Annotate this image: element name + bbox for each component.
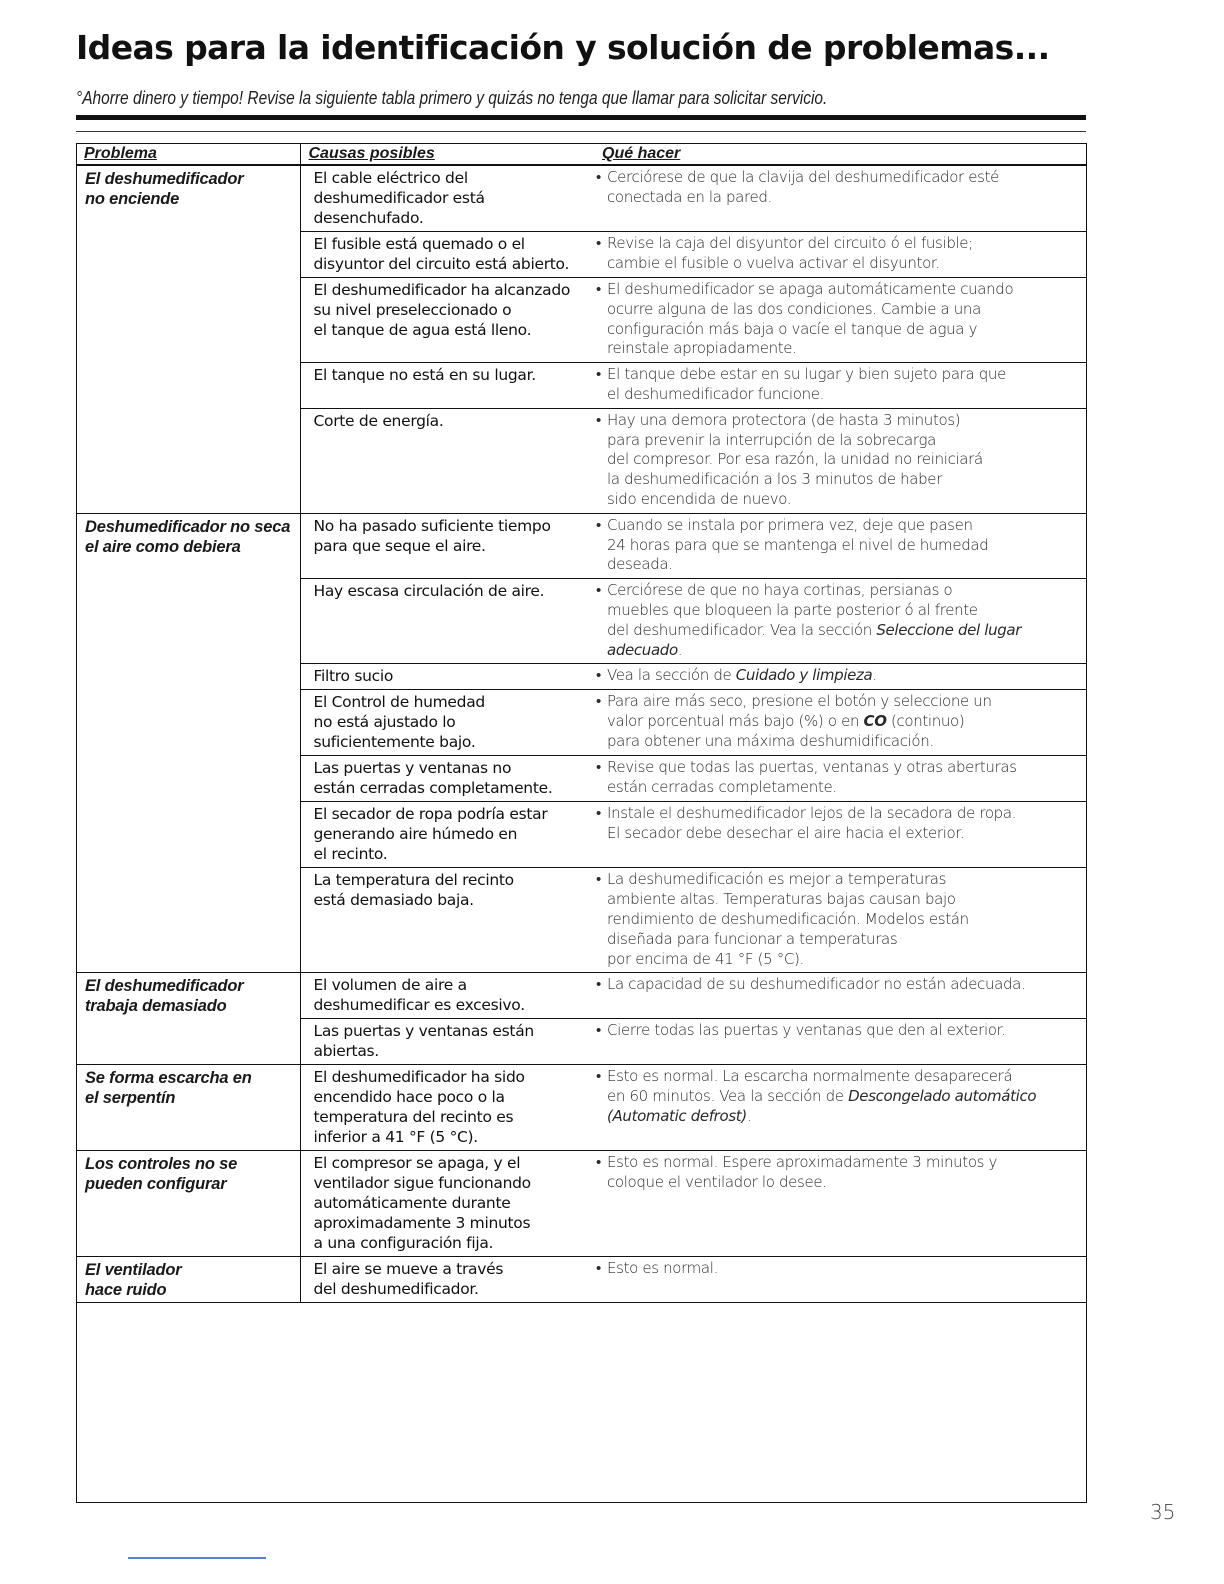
action-main: Revise la caja del disyuntor del circuito ó el fusible; cambie el fusible o vuelva activar el disyuntor. [607, 234, 973, 272]
table-row [76, 1151, 1087, 1257]
bullet-icon: • [596, 168, 601, 186]
problem-cell [76, 1257, 300, 1303]
table-row [76, 973, 1087, 1019]
header-rule-thin [76, 131, 1086, 132]
problem-cell [76, 973, 300, 1065]
section-reference: Seleccione del lugar adecuado [607, 620, 1022, 659]
cause-text: No ha pasado suficiente tiempo para que seque el aire. [313, 516, 551, 555]
cause-text: El fusible está quemado o el disyuntor del circuito está abierto. [313, 235, 570, 273]
action-cell [590, 756, 1087, 802]
action-text [590, 975, 1081, 995]
continuous-mode-code: CO [863, 712, 887, 731]
action-text [590, 365, 1081, 405]
cause-cell [300, 868, 590, 973]
action-cell [590, 664, 1087, 690]
action-text [590, 870, 1081, 969]
cause-text: Corte de energía. [313, 411, 444, 430]
cause-text: El compresor se apaga, y el ventilador sigue funcionando automáticamente durante aproximadamente 3 minutos a una configuración fija. [313, 1154, 531, 1253]
bullet-icon: • [596, 515, 601, 534]
action-main: Esto es normal. Espere aproximadamente 3 minutos y coloque el ventilador lo desee. [607, 1153, 998, 1192]
column-header-causes: Causas posibles [300, 143, 590, 165]
action-main: Esto es normal. La escarcha normalmente desaparecerá en 60 minutos. Vea la sección de [607, 1067, 1013, 1106]
action-text [590, 692, 1081, 751]
cause-cell [300, 278, 590, 363]
table-body [76, 165, 1087, 1303]
action-cell [590, 1019, 1087, 1065]
action-main: Cuando se instala por primera vez, deje que pasen 24 horas para que se mantenga el nivel de humedad deseada. [607, 515, 989, 574]
action-text [590, 280, 1081, 359]
bullet-icon: • [596, 1259, 601, 1278]
action-main: Cierre todas las puertas y ventanas que den al exterior. [607, 1021, 1006, 1040]
bullet-icon: • [596, 870, 601, 889]
problem-cell [76, 513, 300, 973]
action-text [590, 411, 1081, 510]
action-cell [590, 1065, 1087, 1151]
action-text [590, 1153, 1081, 1193]
action-cell [590, 513, 1087, 578]
table-row [76, 1065, 1087, 1151]
action-main: Cerciórese de que no haya cortinas, persianas o muebles que bloqueen la parte posterior ó al frente del deshumedificador. Vea la sección [607, 581, 978, 639]
cause-cell [300, 1019, 590, 1065]
table-row [76, 513, 1087, 578]
bullet-icon: • [596, 234, 601, 252]
cause-text: El secador de ropa podría estar generando aire húmedo en el recinto. [313, 805, 548, 864]
action-end: . [872, 666, 877, 685]
action-main: Cerciórese de que la clavija del deshumedificador esté conectada en la pared. [607, 168, 1000, 206]
cause-text: El deshumedificador ha sido encendido hace poco o la temperatura del recinto es inferior a 41 °F (5 °C). [313, 1068, 525, 1147]
bullet-icon: • [596, 365, 601, 384]
cause-cell [300, 802, 590, 868]
cause-text: Las puertas y ventanas están abiertas. [313, 1022, 534, 1061]
action-cell [590, 408, 1087, 513]
cause-cell [300, 1065, 590, 1151]
action-cell [590, 802, 1087, 868]
cause-text: Hay escasa circulación de aire. [313, 582, 545, 601]
action-cell [590, 690, 1087, 756]
action-cell [590, 363, 1087, 409]
header-rule-thick [76, 115, 1086, 120]
action-text [590, 516, 1081, 575]
action-main: La deshumedificación es mejor a temperaturas ambiente altas. Temperaturas bajas causan bajo rendimiento de deshumedificación. Modelos están diseñada para funcionar a temperaturas por encima de 41 °F (5 °C). [607, 870, 969, 968]
action-text [590, 1259, 1081, 1279]
action-text [590, 666, 1081, 686]
problem-label: El deshumedificador trabaja demasiado [85, 977, 244, 1016]
action-cell [590, 868, 1087, 973]
cause-text: El Control de humedad no está ajustado lo suficientemente bajo. [313, 693, 485, 752]
action-text [590, 234, 1081, 274]
bullet-icon: • [596, 758, 601, 777]
action-cell [590, 232, 1087, 278]
cause-text: El tanque no está en su lugar. [313, 366, 536, 385]
bullet-icon: • [596, 804, 601, 823]
bullet-icon: • [596, 280, 601, 298]
cause-cell [300, 579, 590, 664]
bullet-icon: • [596, 1021, 601, 1040]
action-text [590, 804, 1081, 844]
table-row [76, 1257, 1087, 1303]
cause-cell [300, 408, 590, 513]
action-main: Hay una demora protectora (de hasta 3 minutos) para prevenir la interrupción de la sobrecarga del compresor. Por esa razón, la unidad no reiniciará la deshumedificación a los 3 minutos de haber sido encendida de nuevo. [607, 410, 983, 508]
section-reference: Cuidado y limpieza [735, 666, 873, 685]
cause-cell [300, 690, 590, 756]
action-main: Instale el deshumedificador lejos de la secadora de ropa. El secador debe desechar el aire hacia el exterior. [607, 804, 1017, 843]
action-text [590, 1021, 1081, 1041]
action-main: El tanque debe estar en su lugar y bien sujeto para que el deshumedificador funcione. [607, 365, 1006, 403]
action-cell [590, 1151, 1087, 1257]
section-reference: Descongelado automático (Automatic defrost) [607, 1087, 1037, 1125]
problem-cell [76, 1065, 300, 1151]
action-cell [590, 165, 1087, 232]
problem-label: Deshumedificador no seca el aire como debiera [85, 517, 291, 556]
bullet-icon: • [596, 581, 601, 600]
page-number: 35 [1150, 1500, 1176, 1524]
troubleshooting-table [76, 143, 1087, 1303]
action-main: El deshumedificador se apaga automáticamente cuando ocurre alguna de las dos condiciones. Cambie a una configuración más baja o vacíe el tanque de agua y reinstale apropiadamente. [607, 280, 1014, 358]
action-end: . [677, 640, 683, 659]
problem-cell [76, 165, 300, 513]
action-end: (continuo) para obtener una máxima deshumidificación. [607, 712, 965, 750]
cause-cell [300, 513, 590, 578]
cause-cell [300, 664, 590, 690]
action-main: Revise que todas las puertas, ventanas y otras aberturas están cerradas completamente. [607, 758, 1017, 797]
cause-cell [300, 363, 590, 409]
cause-cell [300, 165, 590, 232]
cause-text: El volumen de aire a deshumedificar es excesivo. [313, 976, 525, 1015]
cause-cell [300, 1151, 590, 1257]
action-cell [590, 973, 1087, 1019]
cause-text: La temperatura del recinto está demasiado baja. [313, 871, 514, 910]
cause-cell [300, 973, 590, 1019]
action-main: La capacidad de su deshumedificador no están adecuada. [607, 975, 1026, 994]
bullet-icon: • [596, 1153, 601, 1172]
page-title: Ideas para la identificación y solución de problemas... [76, 28, 1050, 67]
bullet-icon: • [596, 1067, 601, 1086]
bullet-icon: • [596, 410, 601, 429]
action-cell [590, 1257, 1087, 1303]
cause-text: El deshumedificador ha alcanzado su nivel preseleccionado o el tanque de agua está lleno. [313, 281, 571, 339]
column-header-action: Qué hacer [590, 143, 1087, 165]
table-header-row [76, 143, 1087, 165]
cause-cell [300, 1257, 590, 1303]
action-main: Esto es normal. [607, 1259, 719, 1278]
footer-decorative-line [128, 1557, 266, 1559]
problem-label: El ventilador hace ruido [85, 1261, 182, 1300]
problem-label: Los controles no se pueden configurar [85, 1155, 238, 1194]
column-header-problem: Problema [76, 143, 300, 165]
problem-label: Se forma escarcha en el serpentín [85, 1069, 252, 1108]
bullet-icon: • [596, 666, 601, 685]
bullet-icon: • [596, 975, 601, 994]
action-text [590, 758, 1081, 798]
action-text [590, 168, 1081, 208]
cause-text: El cable eléctrico del deshumedificador está desenchufado. [313, 169, 485, 227]
cause-cell [300, 232, 590, 278]
cause-text: Las puertas y ventanas no están cerradas completamente. [313, 759, 553, 798]
cause-text: El aire se mueve a través del deshumedificador. [313, 1260, 504, 1299]
bullet-icon: • [596, 692, 601, 711]
cause-text: Filtro sucio [313, 667, 394, 686]
table-row [76, 165, 1087, 232]
problem-cell [76, 1151, 300, 1257]
problem-label: El deshumedificador no enciende [85, 170, 244, 208]
page-subtitle: °Ahorre dinero y tiempo! Revise la siguiente tabla primero y quizás no tenga que llamar para solicitar servicio. [76, 88, 828, 108]
action-cell [590, 278, 1087, 363]
action-end: . [746, 1106, 752, 1125]
action-main: Para aire más seco, presione el botón y seleccione un valor porcentual más bajo (%) o en [607, 692, 992, 731]
cause-cell [300, 756, 590, 802]
action-main: Vea la sección de [607, 666, 736, 685]
action-text [590, 581, 1081, 660]
action-text [590, 1067, 1081, 1126]
action-cell [590, 579, 1087, 664]
